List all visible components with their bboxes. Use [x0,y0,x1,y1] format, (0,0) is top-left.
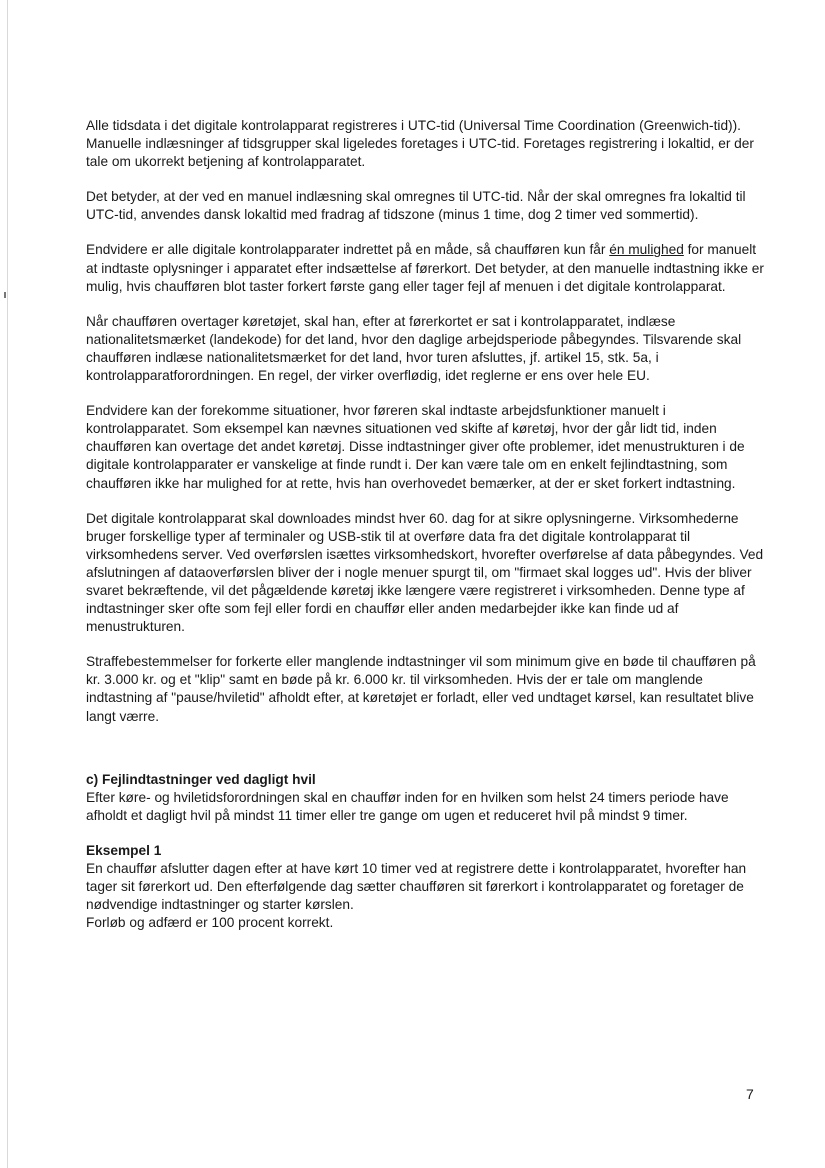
page-number: 7 [746,1086,754,1102]
paragraph-one-chance-before: Endvidere er alle digitale kontrolapparater indrettet på en måde, så chaufføren kun får [86,242,610,258]
section-spacer [86,726,766,771]
section-c-text: Efter køre- og hviletidsforordningen skal en chauffør inden for en hvilken som helst 24 timers periode have afholdt et dagligt hvil på mindst 11 timer eller tre gange om ugen et reduceret hvil på mindst 9 timer. [86,789,729,823]
paragraph-one-chance-after: for manuelt at indtaste oplysninger i apparatet efter indsættelse af førerkort. Det betyder, at den manuelle indtastning ikke er mulig, hvis chaufføren blot taster forkert første gang eller tager fejl af menuen i det digitale kontrolapparat. [86,242,764,294]
paragraph-one-chance [86,241,766,295]
document-body [86,117,766,932]
paragraph-utc-time: Alle tidsdata i det digitale kontrolapparat registreres i UTC-tid (Universal Time Coordination (Greenwich-tid)). Manuelle indlæsninger af tidsgrupper skal ligeledes foretages i UTC-tid. Foretages registrering i lokaltid, er der tale om ukorrekt betjening af kontrolapparatet. [86,118,754,170]
paragraph-country-code: Når chaufføren overtager køretøjet, skal han, efter at førerkortet er sat i kontrolapparatet, indlæse nationalitetsmærket (landekode) for det land, hvor den daglige arbejdsperiode påbegyndes. Tilsvarende skal chaufføren indlæse nationalitetsmærket for det land, hvor turen afsluttes, jf. artikel 15, stk. 5a, i kontrolapparatforordningen. En regel, der virker overflødig, idet reglerne er ens over hele EU. [86,313,742,384]
paragraph-penalties: Straffebestemmelser for forkerte eller manglende indtastninger vil som minimum give en bøde til chaufføren på kr. 3.000 kr. og et "klip" samt en bøde på kr. 6.000 kr. til virksomheden. Hvis der er tale om manglende indtastning af "pause/hviletid" afholdt efter, at køretøjet er forladt, eller ved undtaget kørsel, kan resultatet blive langt værre. [86,654,756,724]
scan-mark [4,292,6,298]
underlined-phrase: én mulighed [609,242,684,258]
scan-edge-line [7,0,8,1168]
section-c-heading: c) Fejlindtastninger ved dagligt hvil [86,771,316,787]
paragraph-manual-entry: Endvidere kan der forekomme situationer, hvor føreren skal indtaste arbejdsfunktioner manuelt i kontrolapparatet. Som eksempel kan nævnes situationen ved skifte af køretøj, hvor der går lidt tid, inden chaufføren kan overtage det andet køretøj. Disse indtastninger giver ofte problemer, idet menustrukturen i de digitale kontrolapparater er vanskelige at finde rundt i. Der kan være tale om en enkelt fejlindtastning, som chaufføren ikke har mulighed for at rette, hvis han overhovedet bemærker, at der er sket forkert indtastning. [86,403,745,491]
example-1-heading: Eksempel 1 [86,842,162,858]
paragraph-utc-conversion: Det betyder, at der ved en manuel indlæsning skal omregnes til UTC-tid. Når der skal omregnes fra lokaltid til UTC-tid, anvendes dansk lokaltid med fradrag af tidszone (minus 1 time, dog 2 timer ved sommertid). [86,189,746,223]
example-1-text: En chauffør afslutter dagen efter at have kørt 10 timer ved at registrere dette i kontrolapparatet, hvorefter han tager sit førerkort ud. Den efterfølgende dag sætter chaufføren sit førerkort i kontrolapparatet og foretager de nødvendige indtastninger og starter kørslen. [86,861,747,913]
paragraph-download: Det digitale kontrolapparat skal downloades mindst hver 60. dag for at sikre oplysningerne. Virksomhederne bruger forskellige typer af terminaler og USB-stik til at overføre data fra det digitale kontrolapparat til virksomhedens server. Ved overførslen isættes virksomhedskort, hvorefter overførelse af data påbegyndes. Ved afslutningen af dataoverførslen bliver der i nogle menuer spurgt til, om "firmaet skal logges ud". Hvis der bliver svaret bekræftende, vil det pågældende køretøj ikke længere være registreret i virksomheden. Denne type af indtastninger sker ofte som fejl eller fordi en chauffør eller anden medarbejder ikke kan finde ud af menustrukturen. [86,510,764,635]
example-1-conclusion: Forløb og adfærd er 100 procent korrekt. [86,915,334,931]
